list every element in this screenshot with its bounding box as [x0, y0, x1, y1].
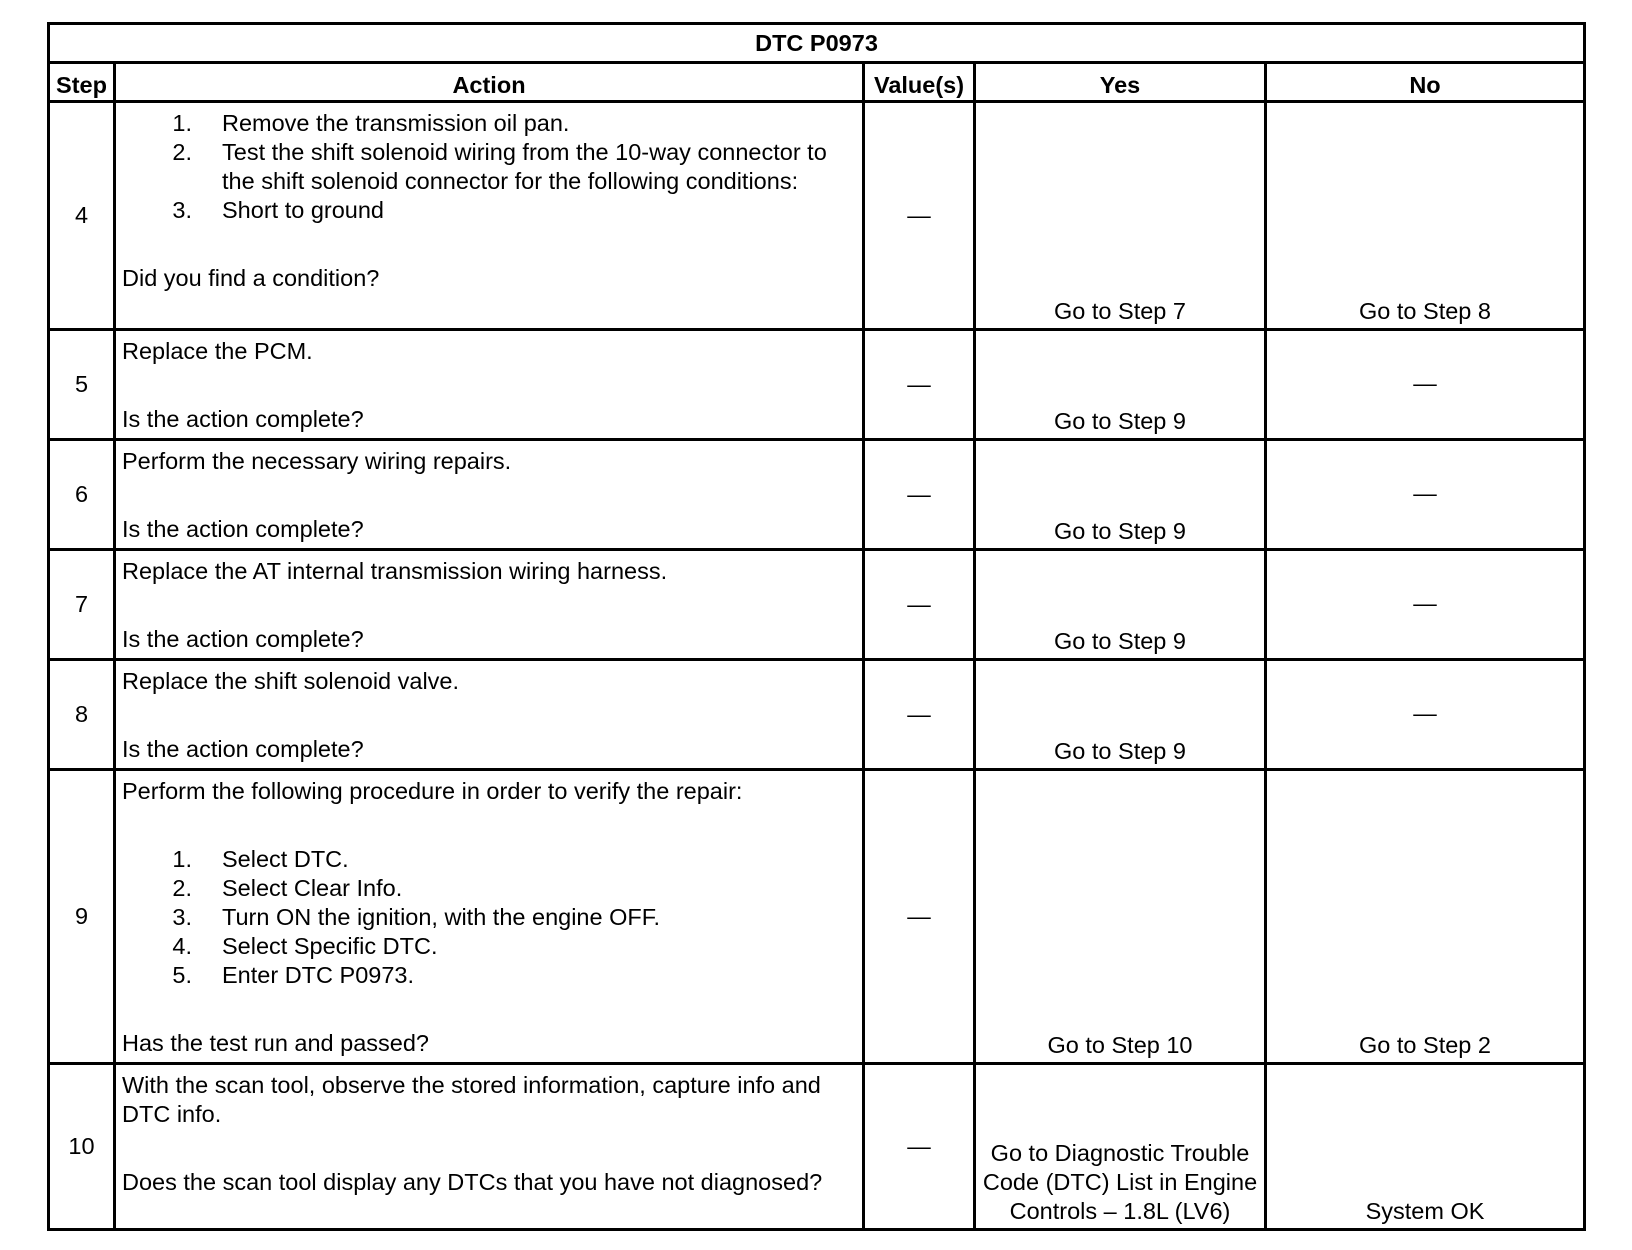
header-no: No	[1266, 63, 1585, 102]
step-number: 4	[49, 102, 115, 330]
action-question: Did you find a condition?	[122, 265, 380, 291]
table-title: DTC P0973	[49, 24, 1585, 63]
yes-cell: Go to Step 7	[975, 102, 1266, 330]
action-cell	[115, 770, 864, 1064]
value-cell: —	[864, 550, 975, 660]
table-row	[49, 770, 1585, 1064]
value-cell: —	[864, 660, 975, 770]
action-question: Is the action complete?	[122, 406, 364, 432]
action-cell	[115, 440, 864, 550]
list-item: 2. Select Clear Info.	[172, 875, 403, 901]
action-text: With the scan tool, observe the stored information, capture info and DTC info.	[122, 1072, 821, 1127]
list-item: 2. Test the shift solenoid wiring from the 10-way connector to the shift solenoid connector for the following conditions:	[172, 139, 827, 194]
no-cell: —	[1266, 660, 1585, 770]
step-number: 8	[49, 660, 115, 770]
no-cell: —	[1266, 550, 1585, 660]
action-cell	[115, 330, 864, 440]
header-values: Value(s)	[864, 63, 975, 102]
list-item: 4. Select Specific DTC.	[172, 933, 438, 959]
value-cell: —	[864, 440, 975, 550]
action-question: Is the action complete?	[122, 626, 364, 652]
no-cell: Go to Step 8	[1266, 102, 1585, 330]
action-list	[122, 109, 856, 225]
action-text: Perform the following procedure in order to verify the repair:	[122, 778, 743, 804]
action-cell	[115, 102, 864, 330]
table-row	[49, 440, 1585, 550]
table-row	[49, 1064, 1585, 1230]
action-cell	[115, 550, 864, 660]
header-action: Action	[115, 63, 864, 102]
table-row	[49, 102, 1585, 330]
action-cell	[115, 660, 864, 770]
header-step: Step	[49, 63, 115, 102]
table-row	[49, 550, 1585, 660]
list-item: 3. Turn ON the ignition, with the engine OFF.	[172, 904, 661, 930]
value-cell: —	[864, 102, 975, 330]
no-cell: Go to Step 2	[1266, 770, 1585, 1064]
yes-cell: Go to Step 10	[975, 770, 1266, 1064]
action-text: Perform the necessary wiring repairs.	[122, 448, 512, 474]
list-item: 5. Enter DTC P0973.	[172, 962, 415, 988]
no-cell: —	[1266, 440, 1585, 550]
action-cell	[115, 1064, 864, 1230]
yes-cell: Go to Diagnostic Trouble Code (DTC) List in Engine Controls – 1.8L (LV6)	[975, 1064, 1266, 1230]
list-item: 1. Select DTC.	[172, 846, 349, 872]
step-number: 7	[49, 550, 115, 660]
header-row	[49, 63, 1585, 102]
action-question: Has the test run and passed?	[122, 1030, 430, 1056]
no-cell: —	[1266, 330, 1585, 440]
no-cell: System OK	[1266, 1064, 1585, 1230]
yes-cell: Go to Step 9	[975, 660, 1266, 770]
action-question: Does the scan tool display any DTCs that you have not diagnosed?	[122, 1169, 823, 1195]
step-number: 6	[49, 440, 115, 550]
action-question: Is the action complete?	[122, 516, 364, 542]
yes-cell: Go to Step 9	[975, 550, 1266, 660]
value-cell: —	[864, 770, 975, 1064]
table-row	[49, 660, 1585, 770]
value-cell: —	[864, 1064, 975, 1230]
action-question: Is the action complete?	[122, 736, 364, 762]
yes-cell: Go to Step 9	[975, 440, 1266, 550]
header-yes: Yes	[975, 63, 1266, 102]
table-row	[49, 330, 1585, 440]
value-cell: —	[864, 330, 975, 440]
yes-cell: Go to Step 9	[975, 330, 1266, 440]
list-item: 3. Short to ground	[172, 197, 384, 223]
step-number: 9	[49, 770, 115, 1064]
step-number: 10	[49, 1064, 115, 1230]
action-text: Replace the shift solenoid valve.	[122, 668, 460, 694]
step-number: 5	[49, 330, 115, 440]
action-text: Replace the PCM.	[122, 338, 313, 364]
action-text: Replace the AT internal transmission wiring harness.	[122, 558, 668, 584]
list-item: 1. Remove the transmission oil pan.	[172, 110, 570, 136]
dtc-table	[47, 22, 1586, 1231]
action-list	[122, 845, 856, 990]
